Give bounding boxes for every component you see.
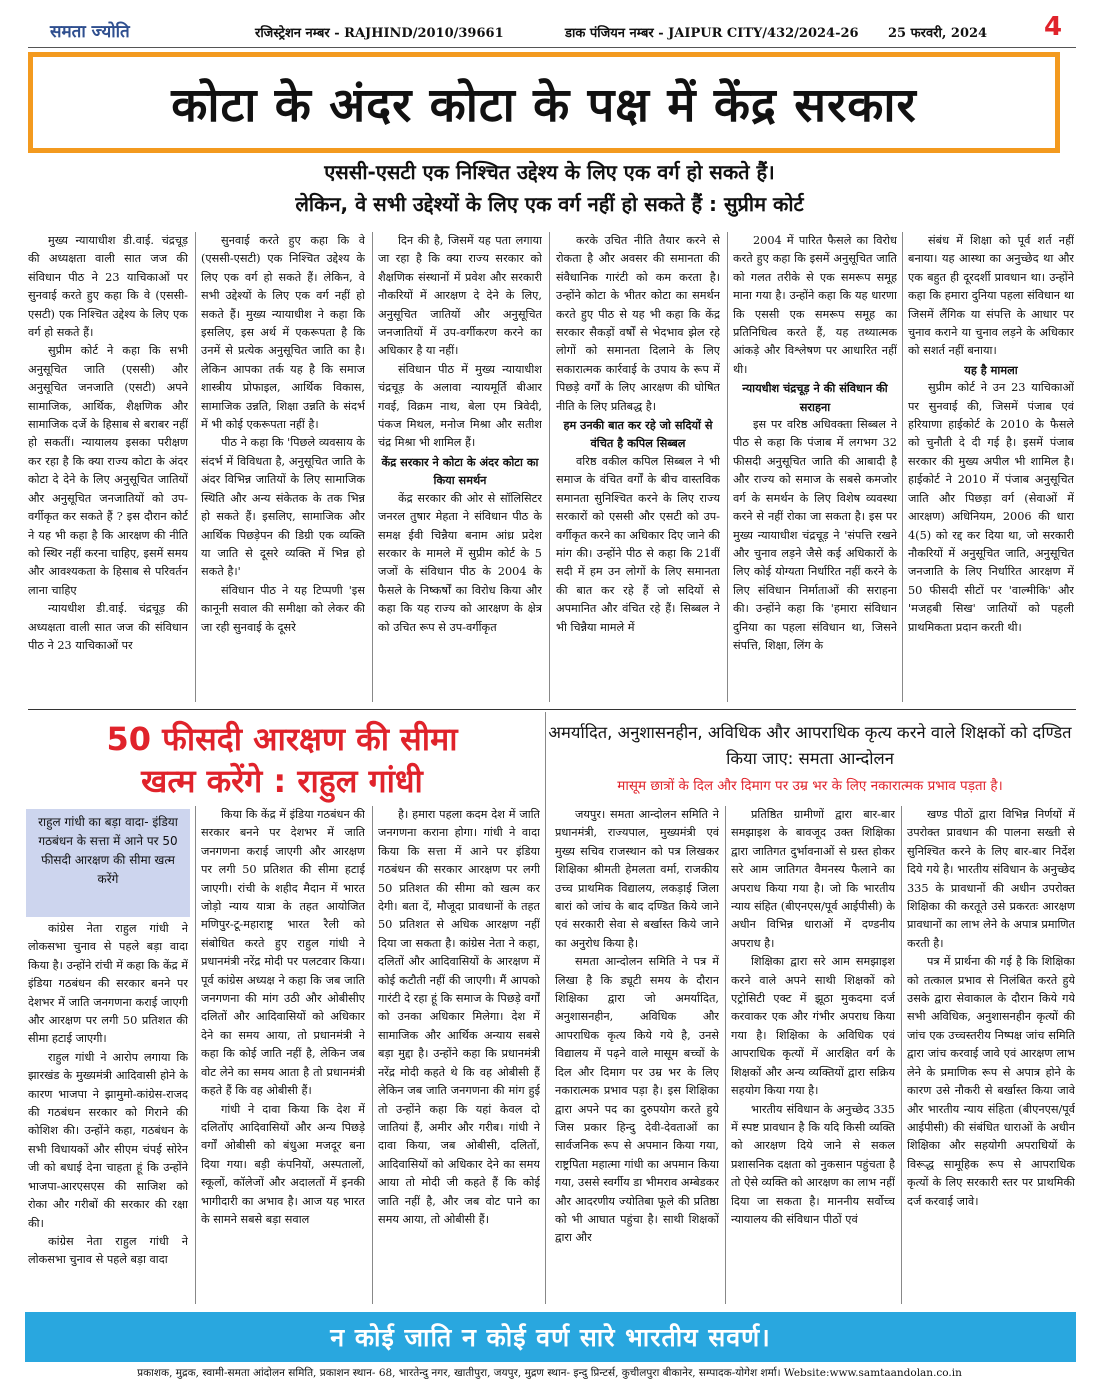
- story3-subhead: मासूम छात्रों के दिल और दिमाग पर उम्र भर के लिए नकारात्मक प्रभाव पड़ता है।: [617, 778, 1003, 794]
- story1-column-1: [28, 232, 188, 704]
- postal-registration: डाक पंजियन नम्बर - JAIPUR CITY/432/2024-26: [565, 26, 859, 41]
- registration-number: रजिस्ट्रेशन नम्बर - RAJHIND/2010/39661: [255, 26, 504, 41]
- paragraph: सुप्रीम कोर्ट ने उन 23 याचिकाओं पर सुनवाई की, जिसमें पंजाब एवं हरियाणा हाईकोर्ट के 2010 के फैसले को चुनौती दे दी गई है। इसमें पंजाब सरकार की मुख्य अपील भी शामिल है। हाईकोर्ट ने 2010 में पंजाब अनुसूचित जाति और पिछड़ा वर्ग (सेवाओं में आरक्षण) अधिनियम, 2006 की धारा 4(5) को रद्द कर दिया था, जो सरकारी नौकरियों में अनुसूचित जाति, अनुसूचित जनजाति के लिए निर्धारित आरक्षण में 50 फीसदी सीटों पर 'वाल्मीकि' और 'मजहबी सिख' जातियों को पहली प्राथमिकता प्रदान करती थी।: [908, 381, 1074, 634]
- story2-headline: [28, 718, 536, 802]
- paragraph: सुनवाई करते हुए कहा कि वे (एससी-एसटी) एक निश्चित उद्देश्य के लिए एक वर्ग हो सकते हैं। लेकिन, वे सभी उद्देश्यों के लिए एक वर्ग नहीं हो सकते हैं। मुख्य न्यायाधीश ने कहा कि इसलिए, इस अर्थ में एकरूपता है कि उनमें से प्रत्येक अनुसूचित जाति का है। लेकिन आपका तर्क यह है कि समाज शास्त्रीय प्रोफाइल, आर्थिक विकास, सामाजिक उन्नति, शिक्षा उन्नति के संदर्भ में भी कोई एकरूपता नहीं है।: [201, 234, 365, 432]
- paragraph: जयपुर। समता आन्दोलन समिति ने प्रधानमंत्री, राज्यपाल, मुख्यमंत्री एवं मुख्य सचिव राजस्थान को पत्र लिखकर शिक्षिका श्रीमती हेमलता वर्मा, राजकीय उच्च प्राथमिक विद्यालय, लकड़ाई जिला बारां को जांच के बाद दण्डित किये जाने एवं सरकारी सेवा से बर्खास्त किये जाने का अनुरोध किया है।: [555, 808, 719, 950]
- paragraph: मुख्य न्यायाधीश डी.वाई. चंद्रचूड़ की अध्यक्षता वाली सात जज की संविधान पीठ ने 23 याचिकाओं पर सुनवाई करते हुए कहा कि वे (एससी-एसटी) एक निश्चित उद्देश्य के लिए एक वर्ग हो सकते हैं।: [28, 234, 188, 340]
- paragraph: प्रतिष्ठित ग्रामीणों द्वारा बार-बार समझाइश के बावजूद उक्त शिक्षिका द्वारा जातिगत दुर्भावनाओं से ग्रस्त होकर सरे आम जातिगत वैमनस्य फैलाने का अपराध किया गया है। जो कि भारतीय न्याय संहित (बीएनएस/पूर्व आईपीसी) के अधीन विभिन्न धाराओं में दण्डनीय अपराध है।: [731, 808, 895, 950]
- headline-line: 50 फीसदी आरक्षण की सीमा: [106, 720, 458, 758]
- paragraph: समता आन्दोलन समिति ने पत्र में लिखा है कि ड्यूटी समय के दौरान शिक्षिका द्वारा जो अमर्यादित, अनुशासनहीन, अविधिक और आपराधिक कृत्य किये गये है, उनसे विद्यालय में पढ़ने वाले मासूम बच्चों के दिल और दिमाग पर उम्र भर के लिए नकारात्मक प्रभाव पड़ा है। इस शिक्षिका द्वारा अपने पद का दुरुपयोग करते हुये जिस प्रकार हिन्दु देवी-देवताओं का सार्वजनिक रूप से अपमान किया गया, राष्ट्रपिता महात्मा गांधी का अपमान किया गया, उससे स्वर्गीय डा भीमराव अम्बेडकर और आदरणीय ज्योतिबा फूले की प्रतिष्ठा को भी आघात पहुंचा है। साथी शिक्षकों द्वारा और: [555, 955, 719, 1245]
- paragraph: पत्र में प्रार्थना की गई है कि शिक्षिका को तत्काल प्रभाव से निलंबित करते हुये उसके द्वारा सेवाकाल के दौरान किये गये सभी अविधिक, अनुशासनहीन कृत्यों की जांच एक उच्चस्तरीय निष्पक्ष जांच समिति द्वारा जांच करवाई जावे एवं आरक्षण लाभ लेने के प्रमाणिक रूप से अपात्र होने के कारण उसे नौकरी से बर्खास्त किया जावे और भारतीय न्याय संहिता (बीएनएस/पूर्व आईपीसी) की संबंधित धाराओं के अधीन शिक्षिका और सहयोगी अपराधियों के विरूद्ध सामूहिक रूप से आपराधिक कृत्यों के लिए सरकारी स्तर पर प्राथमिकी दर्ज करवाई जावे।: [907, 955, 1075, 1208]
- subheading: केंद्र सरकार ने कोटा के अंदर कोटा का किया समर्थन: [381, 454, 539, 488]
- story1-column-6: [908, 232, 1074, 704]
- masthead: [28, 14, 1076, 48]
- column-rule: [372, 232, 373, 702]
- paragraph: कांग्रेस नेता राहुल गांधी ने लोकसभा चुनाव से पहले बड़ा वादा: [28, 1234, 188, 1267]
- subheading: यह है मामला: [964, 362, 1018, 377]
- paragraph: शिक्षिका द्वारा सरे आम समझाइश करने वाले अपने साथी शिक्षकों को एट्रोसिटी एक्ट में झूठा मुकदमा दर्ज करवाकर एक और गंभीर अपराध किया गया है। शिक्षिका के अविधिक एवं आपराधिक कृत्यों में आरक्षित वर्ग के शिक्षकों और अन्य व्यक्तियों द्वारा सक्रिय सहयोग किया गया है।: [731, 955, 895, 1098]
- paragraph: किया कि केंद्र में इंडिया गठबंधन की सरकार बनने पर देशभर में जाति जनगणना कराई जाएगी और आरक्षण पर लगी 50 प्रतिशत की सीमा हटाई जाएगी। रांची के शहीद मैदान में भारत जोड़ो न्याय यात्रा के तहत आयोजित मणिपुर-टू-महाराष्ट्र भारत रैली को संबोधित करते हुए राहुल गांधी ने प्रधानमंत्री नरेंद्र मोदी पर पलटवार किया। पूर्व कांग्रेस अध्यक्ष ने कहा कि जब जाति जनगणना की मांग उठी और ओबीसीए दलितों और आदिवासियों को अधिकार देने का समय आया, तो प्रधानमंत्री ने कहा कि कोई जाति नहीं है, लेकिन जब वोट लेने का समय आता है तो प्रधानमंत्री कहते हैं कि वह ओबीसी हैं।: [201, 808, 365, 1098]
- publication-name: समता ज्योति: [50, 22, 130, 42]
- main-headline-banner: [28, 52, 1060, 153]
- story2-column-3: [378, 806, 540, 1304]
- paragraph: संविधान पीठ ने यह टिप्पणी 'इस कानूनी सवाल की समीक्षा को लेकर की जा रही सुनवाई के दूसरे: [201, 583, 365, 634]
- story1-column-5: [733, 232, 897, 704]
- story3-column-2: [731, 806, 895, 1304]
- column-rule: [901, 806, 902, 1304]
- column-rule: [549, 232, 550, 702]
- paragraph: वरिष्ठ वकील कपिल सिब्बल ने भी समाज के वंचित वर्गों के बीच वास्तविक समानता सुनिश्चित करने के लिए राज्य सरकारों को एससी और एसटी को उप-वर्गीकृत करने का अधिकार दिए जाने की मांग की। उन्होंने पीठ से कहा कि 21वीं सदी में हम उन लोगों के लिए समानता की बात कर रहे हैं जो सदियों से अपमानित और वंचित रहे हैं। सिब्बल ने भी चिन्नैया मामले में: [556, 454, 720, 634]
- column-rule: [195, 806, 196, 1304]
- footer-slogan: न कोई जाति न कोई वर्ण सारे भारतीय सवर्ण।: [330, 1323, 771, 1352]
- story1-column-2: [201, 232, 365, 704]
- printer-imprint: प्रकाशक, मुद्रक, स्वामी-समता आंदोलन समिति, प्रकाशन स्थान- 68, भारतेन्दु नगर, खातीपुरा, जयपुर, मुद्रण स्थान- इन्दु प्रिन्टर्स, कुचीलपुरा बीकानेर, सम्पादक-योगेश शर्मा। Website:www.samtaandolan.co.in: [137, 1367, 962, 1379]
- footer-slogan-band: [25, 1312, 1076, 1362]
- main-subhead-2: लेकिन, वे सभी उद्देश्यों के लिए एक वर्ग नहीं हो सकते हैं : सुप्रीम कोर्ट: [295, 192, 804, 216]
- paragraph: राहुल गांधी ने आरोप लगाया कि झारखंड के मुख्यमंत्री आदिवासी होने के कारण भाजपा ने झामुमो-कांग्रेस-राजद की गठबंधन सरकार को गिराने की कोशिश की। उन्होंने कहा, गठबंधन के सभी विधायकों और सीएम चंपई सोरेन जी को बधाई देना चाहता हूं कि उन्होंने भाजपा-आरएसएस की साजिश को रोका और गरीबों की सरकार की रक्षा की।: [28, 1050, 188, 1230]
- story1-column-4: [556, 232, 720, 704]
- paragraph: सुप्रीम कोर्ट ने कहा कि सभी अनुसूचित जाति (एससी) और अनुसूचित जनजाति (एसटी) अपने सामाजिक, आर्थिक, शैक्षणिक और सामाजिक दर्जे के हिसाब से बराबर नहीं हो सकतीं। न्यायालय इसका परीक्षण कर रहा है कि क्या राज्य कोटा के अंदर कोटा दे देने के लिए अनुसूचित जातियों और अनुसूचित जनजातियों को उप-वर्गीकृत कर सकते हैं ? इस दौरान कोर्ट ने यह भी कहा है कि आरक्षण की नीति को स्थिर नहीं करना चाहिए, इसमें समय और आवश्यकता के हिसाब से परिवर्तन लाना चाहिए: [28, 344, 188, 597]
- section-rule: [28, 709, 1076, 710]
- column-rule: [727, 232, 728, 702]
- subheading: हम उनकी बात कर रहे जो सदियों से वंचित है कपिल सिब्बल: [563, 418, 713, 451]
- paragraph: है। हमारा पहला कदम देश में जाति जनगणना कराना होगा। गांधी ने वादा किया कि सत्ता में आने पर इंडिया गठबंधन की सरकार आरक्षण पर लगी 50 प्रतिशत की सीमा को खत्म कर देगी। बता दें, मौजूदा प्रावधानों के तहत 50 प्रतिशत से अधिक आरक्षण नहीं दिया जा सकता है। कांग्रेस नेता ने कहा, दलितों और आदिवासियों के आरक्षण में कोई कटौती नहीं की जाएगी। मैं आपको गारंटी दे रहा हूं कि समाज के पिछड़े वर्गों को उनका अधिकार मिलेगा। देश में सामाजिक और आर्थिक अन्याय सबसे बड़ा मुद्दा है। उन्होंने कहा कि प्रधानमंत्री नरेंद्र मोदी कहते थे कि वह ओबीसी हैं लेकिन जब जाति जनगणना की मांग हुई तो उन्होंने कहा कि यहां केवल दो जातियां हैं, अमीर और गरीब। गांधी ने दावा किया, जब ओबीसी, दलितों, आदिवासियों को अधिकार देने का समय आया तो मोदी जी कहते हैं कि कोई जाति नहीं है, और जब वोट पाने का समय आया, तो ओबीसी हैं।: [378, 808, 540, 1226]
- column-rule: [545, 712, 546, 1304]
- paragraph: गांधी ने दावा किया कि देश में दलितोंए आदिवासियों और अन्य पिछड़े वर्गों ओबीसी को बंधुआ मजदूर बना दिया गया। बड़ी कंपनियों, अस्पतालों, स्कूलों, कॉलेजों और अदालतों में इनकी भागीदारी का अभाव है। आज यह भारत के सामने सबसे बड़ा सवाल: [201, 1102, 365, 1226]
- paragraph: न्यायधीश डी.वाई. चंद्रचूड़ की अध्यक्षता वाली सात जज की संविधान पीठ ने 23 याचिकाओं पर: [28, 602, 188, 652]
- column-rule: [725, 806, 726, 1304]
- subheading: न्यायधीश चंद्रचूड़ ने की संविधान की सराहना: [742, 381, 888, 414]
- headline-line: खत्म करेंगे : राहुल गांधी: [141, 762, 423, 800]
- paragraph: दिन की है, जिसमें यह पता लगाया जा रहा है कि क्या राज्य सरकार को शैक्षणिक संस्थानों में प्रवेश और सरकारी नौकरियों में आरक्षण दे देने के लिए, अनुसूचित जातियों और अनुसूचित जनजातियों में उप-वर्गीकरण करने का अधिकार है या नहीं।: [378, 234, 542, 358]
- story3-column-1: [555, 806, 719, 1304]
- issue-date: 25 फरवरी, 2024: [888, 26, 988, 41]
- paragraph: कांग्रेस नेता राहुल गांधी ने लोकसभा चुनाव से पहले बड़ा वादा किया है। उन्होंने रांची में कहा कि केंद्र में इंडिया गठबंधन की सरकार बनने पर देशभर में जाति जनगणना कराई जाएगी और आरक्षण पर लगी 50 प्रतिशत की सीमा हटाई जाएगी।: [28, 922, 188, 1046]
- story2-column-2: [201, 806, 365, 1304]
- column-rule: [372, 806, 373, 1304]
- paragraph: संबंध में शिक्षा को पूर्व शर्त नहीं बनाया। यह आस्था का अनुच्छेद था और एक बहुत ही दूरदर्शी प्रावधान था। उन्होंने कहा कि हमारा दुनिया पहला संविधान था जिसमें लैंगिक या संपत्ति के आधार पर चुनाव कराने या चुनाव लड़ने के अधिकार को सशर्त नहीं बनाया।: [908, 234, 1074, 358]
- paragraph: 2004 में पारित फैसले का विरोध करते हुए कहा कि इसमें अनुसूचित जाति को गलत तरीके से एक समरूप समूह माना गया है। उन्होंने कहा कि यह धारणा कि एससी एक समरूप समूह का प्रतिनिधित्व करते हैं, यह तथ्यात्मक आंकड़े और विश्लेषण पर आधारित नहीं थी।: [733, 234, 897, 376]
- story2-column-1: [28, 920, 188, 1304]
- paragraph: करके उचित नीति तैयार करने से रोकता है और अवसर की समानता की संवैधानिक गारंटी को कम करता है। उन्होंने कोटा के भीतर कोटा का समर्थन करते हुए पीठ से यह भी कहा कि केंद्र सरकार सैकड़ों वर्षों से भेदभाव झेल रहे लोगों को समानता दिलाने के लिए सकारात्मक कार्रवाई के उपाय के रूप में पिछड़े वर्गों के लिए आरक्षण की घोषित नीति के लिए प्रतिबद्ध है।: [556, 234, 720, 413]
- page-number: 4: [1044, 12, 1063, 42]
- story3-column-3: [907, 806, 1075, 1304]
- story2-callout-box: राहुल गांधी का बड़ा वादा- इंडिया गठबंधन के सत्ता में आने पर 50 फीसदी आरक्षण की सीमा खत्म करेंगे: [26, 809, 190, 917]
- story3-headline: अमर्यादित, अनुशासनहीन, अविधिक और आपराधिक कृत्य करने वाले शिक्षकों को दण्डित किया जाए: समता आन्दोलन: [548, 723, 1072, 768]
- main-headline: कोटा के अंदर कोटा के पक्ष में केंद्र सरकार: [171, 77, 917, 133]
- paragraph: खण्ड पीठों द्वारा विभिन्न निर्णयों में उपरोक्त प्रावधान की पालना सख्ती से सुनिश्चित करने के लिए बार-बार निर्देश दिये गये है। भारतीय संविधान के अनुच्छेद 335 के प्रावधानों की अधीन उपरोक्त शिक्षिका की करतूते उसे प्रकरतः आरक्षण प्रावधानों का लाभ लेने के अपात्र प्रमाणित करती है।: [907, 808, 1075, 950]
- paragraph: संविधान पीठ में मुख्य न्यायाधीश चंद्रचूड़ के अलावा न्यायमूर्ति बीआर गवई, विक्रम नाथ, बेला एम त्रिवेदी, पंकज मिथल, मनोज मिश्रा और सतीश चंद्र मिश्रा भी शामिल हैं।: [378, 362, 542, 450]
- paragraph: पीठ ने कहा कि 'पिछले व्यवसाय के संदर्भ में विविधता है, अनुसूचित जाति के अंदर विभिन्न जातियों के लिए सामाजिक स्थिति और अन्य संकेतक के तक भिन्न हो सकते हैं। इसलिए, सामाजिक और आर्थिक पिछड़ेपन की डिग्री एक व्यक्ति या जाति से दूसरे व्यक्ति में भिन्न हो सकते है।': [201, 436, 365, 579]
- column-rule: [195, 232, 196, 702]
- story1-column-3: [378, 232, 542, 704]
- paragraph: भारतीय संविधान के अनुच्छेद 335 में स्पष्ट प्रावधान है कि यदि किसी व्यक्ति को आरक्षण दिये जाने से सकल प्रशासनिक दक्षता को नुकसान पहुंचता है तो ऐसे व्यक्ति को आरक्षण का लाभ नहीं दिया जा सकता है। माननीय सर्वोच्च न्यायालय की संविधान पीठों एवं: [731, 1102, 895, 1226]
- paragraph: इस पर वरिष्ठ अधिवक्ता सिब्बल ने पीठ से कहा कि पंजाब में लगभग 32 फीसदी अनुसूचित जाति की आबादी है और राज्य को समाज के सबसे कमजोर वर्ग के समर्थन के लिए विशेष व्यवस्था करने से नहीं रोका जा सकता है। इस पर मुख्य न्यायाधीश चंद्रचूड़ ने 'संपत्ति रखने और चुनाव लड़ने जैसे कई अधिकारों के लिए कोई योग्यता निर्धारित नहीं करने के लिए संविधान निर्माताओं की सराहना की। उन्होंने कहा कि 'हमारा संविधान दुनिया का पहला संविधान था, जिसने संपत्ति, शिक्षा, लिंग के: [733, 418, 897, 652]
- paragraph: केंद्र सरकार की ओर से सॉलिसिटर जनरल तुषार मेहता ने संविधान पीठ के समक्ष ईवी चिन्नैया बनाम आंध्र प्रदेश सरकार के मामले में सुप्रीम कोर्ट के 5 जजों के संविधान पीठ के 2004 के फैसले के निष्कर्षों का विरोध किया और कहा कि यह राज्य को आरक्षण के क्षेत्र को उचित रूप से उप-वर्गीकृत: [378, 491, 542, 634]
- main-subhead-1: एससी-एसटी एक निश्चित उद्देश्य के लिए एक वर्ग हो सकते हैं।: [324, 160, 775, 184]
- column-rule: [902, 232, 903, 702]
